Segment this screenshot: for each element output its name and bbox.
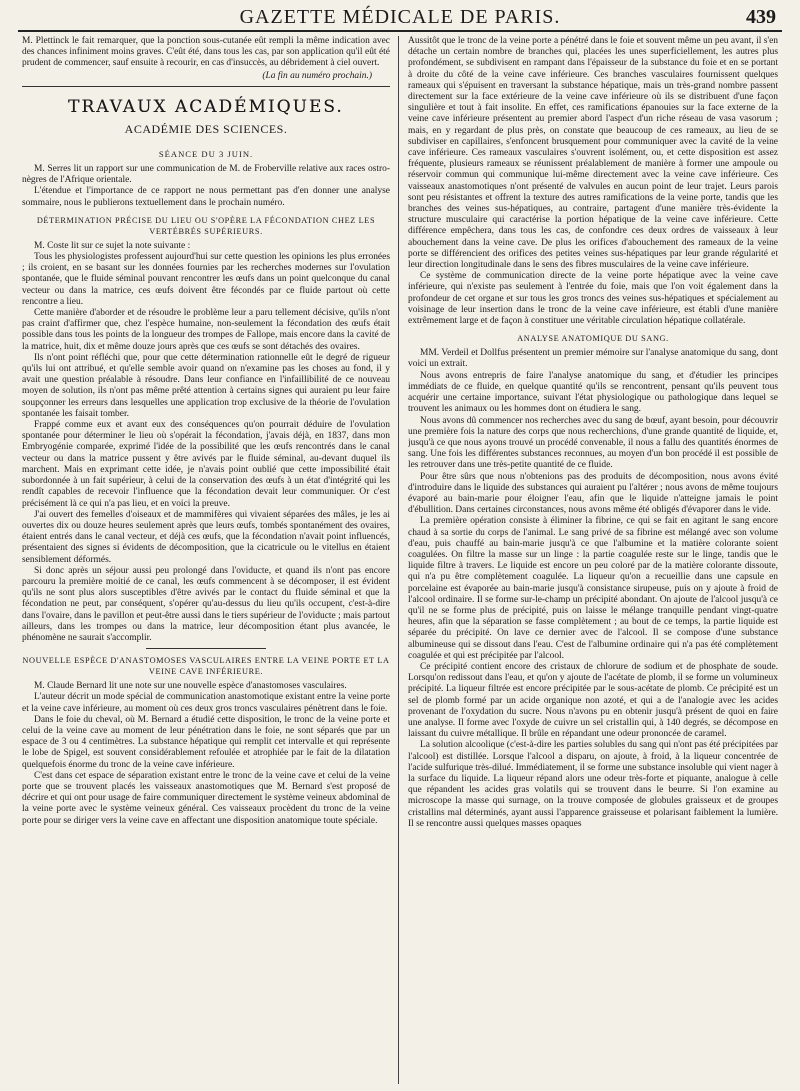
- column-divider: [398, 36, 399, 1084]
- paragraph: M. Claude Bernard lit une note sur une nouvelle espèce d'anastomoses vasculaires.: [34, 681, 347, 692]
- paragraph: M. Coste lit sur ce sujet la note suivante :: [34, 240, 191, 251]
- divider: [22, 86, 390, 87]
- left-column: [22, 36, 390, 1086]
- journal-title: GAZETTE MÉDICALE DE PARIS.: [239, 6, 561, 28]
- paragraph: L'étendue et l'importance de ce rapport ne nous permettant pas d'en donner une analyse sommaire, nous le publierons textuellement dans le prochain numéro.: [22, 186, 390, 208]
- paragraph: Ils n'ont point réfléchi que, pour que cette détermination rationnelle eût le degré de rigueur qu'ils lui ont attribué, et qu'elle semble avoir quand on n'examine pas les choses au fond, il y avait une question préalable à résoudre. Dans leur confiance en l'infaillibilité de ce nouveau moyen de solution, ils n'ont pas même prêté attention à certains signes qui auraient pu leur faire soupçonner les erreurs dans lesquelles une application trop exclusive de la théorie de l'ovulation spontanée les faisait tomber.: [22, 352, 390, 419]
- paragraph: Nous avons dû commencer nos recherches avec du sang de bœuf, ayant besoin, pour découvrir une première fois la nature des corps que nous recherchions, d'une grande quantité de liquide, et, jusqu'à ce que nous ayons trouvé un procédé convenable, il nous a fallu des quantités énormes de sang. Une fois les différentes substances reconnues, au moyen d'un bon procédé il est possible de les retrouver dans une très-petite quantité de ce fluide.: [408, 415, 778, 471]
- page-header: [18, 4, 782, 32]
- paragraph: Si donc après un séjour aussi peu prolongé dans l'oviducte, et quand ils n'ont pas encore parcouru la première moitié de ce canal, les œufs commencent à se décomposer, il est évident qu'ils ne sont plus alors susceptibles d'être avivés par le contact du fluide séminal et que la fécondation ne peut, par conséquent, s'opérer qu'au-dessus du lieu qu'ils occupent, c'est-à-dire dans l'ovaire, dans le pavillon et peut-être aussi dans le tiers supérieur de l'oviducte ; mais partout ailleurs, dans les trompes ou dans la matrice, leur décomposition étant plus avancée, le phénomène ne saurait s'accomplir.: [22, 565, 390, 643]
- paragraph: Pour être sûrs que nous n'obtenions pas des produits de décomposition, nous avons évité d'introduire dans le liquide des substances qui auraient pu l'altérer ; nous avons de même toujours évaporé au bain-marie pour éloigner l'eau, afin que le liquide n'atteigne jamais le point d'ébullition. Dans certaines circonstances, nous avons même été obligés d'évaporer dans le vide.: [408, 471, 778, 516]
- paragraph: MM. Verdeil et Dollfus présentent un premier mémoire sur l'analyse anatomique du sang, dont voici un extrait.: [408, 348, 778, 370]
- paragraph: L'auteur décrit un mode spécial de communication anastomotique existant entre la veine porte et la veine cave inférieure, au moment où ces deux gros troncs vasculaires pénètrent dans le foie.: [22, 692, 390, 714]
- section-title: TRAVAUX ACADÉMIQUES.: [68, 96, 344, 117]
- paragraph: J'ai ouvert des femelles d'oiseaux et de mammifères qui vivaient séparées des mâles, je les ai ouvertes dix ou douze heures seulement après que leurs œufs, tombés spontanément des ovaires, étaient entrés dans le canal vecteur, et déjà ces œufs, que la fécondation n'avait point influencés, présentaient des signes si évidents de décomposition, que la cicatricule ou le vitellus en étaient sensiblement déformés.: [22, 509, 390, 565]
- paragraph: Nous avons entrepris de faire l'analyse anatomique du sang, et d'étudier les principes immédiats de ce fluide, en quelque quantité qu'ils se rencontrent, pensant qu'ils peuvent tous acquérir une certaine importance, suivant l'état physiologique ou pathologique dans lequel se trouvent les animaux ou les hommes dont on étudiera le sang.: [408, 370, 778, 415]
- subsection-title: DÉTERMINATION PRÉCISE DU LIEU OU S'OPÈRE LA FÉCONDATION CHEZ LES VERTÉBRÉS SUPÉRIEURS.: [36, 215, 376, 236]
- paragraph: Ce précipité contient encore des cristaux de chlorure de sodium et de phosphate de soude. Lorsqu'on redissout dans l'eau, et qu'on y ajoute de l'acétate de plomb, il se forme un volumineux précipité. La liqueur filtrée est encore précipitée par le sous-acétate de plomb. Ce précipité est un sel de plomb formé par un acide organique non azoté, et qui a de l'analogie avec les acides provenant de l'oxydation du sucre. Nous n'avons pu en obtenir jusqu'à présent de quoi en faire une analyse. Il forme avec l'oxyde de cuivre un sel cristallin qui, à 140 degrés, se décompose en laissant du cuivre métallique. Il brûle en répandant une odeur prononcée de caramel.: [408, 661, 778, 740]
- paragraph: M. Serres lit un rapport sur une communication de M. de Froberville relative aux races ostro-nègres de l'Afrique orientale.: [22, 164, 390, 186]
- paragraph: C'est dans cet espace de séparation existant entre le tronc de la veine cave et celui de la veine porte que se trouvent placés les vaisseaux anastomotiques que M. Bernard s'est proposé de décrire et qui ont pour usage de faire communiquer directement le système veineux abdominal de la veine porte avec le système veineux général. Ces vaisseaux procèdent du tronc de la veine porte pour se diriger vers la veine cave en affectant une disposition anatomique toute spéciale.: [22, 770, 390, 826]
- subsection-title: NOUVELLE ESPÈCE D'ANASTOMOSES VASCULAIRES ENTRE LA VEINE PORTE ET LA VEINE CAVE INFÉRIEURE.: [22, 656, 390, 677]
- page-number: 439: [746, 6, 776, 28]
- paragraph: La première opération consiste à éliminer la fibrine, ce qui se fait en agitant le sang encore chaud à sa sortie du corps de l'animal. Le sang privé de sa fibrine est mélangé avec son volume d'eau, puis chauffé au bain-marie jusqu'à ce que l'albumine et la matière colorante soient coagulées. On filtre la masse sur un linge : la partie coagulée reste sur le linge, tandis que le liquide filtre à travers. Le liquide est encore un peu coloré par de la matière colorante dissoute, qui n'a pu être complètement coagulée. La liqueur qu'on a recueillie dans une capsule en porcelaine est évaporée au bain-marie jusqu'à consistance sirupeuse, puis on y ajoute à froid de l'alcool ordinaire. Il se forme sur-le-champ un précipité abondant. On ajoute de l'alcool jusqu'à ce qu'il ne se forme plus de précipité, puis on laisse le mélange tranquille pendant vingt-quatre heures, afin que la séparation se fasse complètement ; au bout de ce temps, la partie liquide est séparée du précipité. On lave ce dernier avec de l'alcool. Il se compose d'une substance albumineuse qui se dissout dans l'eau. C'est de l'albumine ordinaire qui n'a pas été complètement coagulée et qui est précipitée par l'alcool.: [408, 516, 778, 661]
- right-column: [408, 36, 778, 1086]
- paragraph: Frappé comme eux et avant eux des conséquences qu'on pourrait déduire de l'ovulation spontanée pour déterminer le lieu où s'opérait la fécondation, j'avais déjà, en 1837, dans mon Embryogénie comparée, exprimé l'idée de la possibilité que les œufs rencontrés dans le canal vecteur ou dans la matrice pussent y être avivés par le fluide séminal, au-devant duquel ils marchent. Mais en exprimant cette idée, je n'avais point oublié que cette impossibilité était subordonnée à un fait supérieur, à celui de la conservation des œufs à un état d'intégrité qui les rendît capables de recevoir l'influence que la fécondation devait leur communiquer. Or c'est précisément là ce qui n'a pas lieu, et en voici la preuve.: [22, 420, 390, 509]
- subsection-title: ANALYSE ANATOMIQUE DU SANG.: [517, 334, 669, 344]
- paragraph: Tous les physiologistes professent aujourd'hui sur cette question les opinions les plus erronées ; ils croient, en se basant sur les données fournies par les recherches modernes sur l'ovulation spontanée, que le fluide séminal pouvant rencontrer les œufs dans un point quelconque du canal vecteur ou dans la matrice, ces œufs doivent être fécondés par ce fluide partout où cette rencontre a lieu.: [22, 252, 390, 307]
- paragraph: La solution alcoolique (c'est-à-dire les parties solubles du sang qui n'ont pas été précipitées par l'alcool) est distillée. Lorsque l'alcool a disparu, on ajoute, à froid, à la liqueur concentrée de l'acide sulfurique très-dilué. Immédiatement, il se forme une substance insoluble qui vient nager à la surface du liquide. La liqueur répand alors une odeur très-forte et piquante, analogue à celle que répandent les acides gras volatils qui se trouvent dans le beurre. Si l'on examine au microscope la masse qui surnage, on la trouve composée de globules graisseux et de groupes cristallins mal déterminés, ayant aussi l'apparence graisseuse et polarisant faiblement la lumière. Il se rencontre aussi quelques masses opaques: [408, 740, 778, 829]
- paragraph: Cette manière d'aborder et de résoudre le problème leur a paru tellement décisive, qu'ils n'ont pas craint d'affirmer que, chez l'espèce humaine, non-seulement la fécondation des œufs était possible dans tous les points de la longueur des trompes de Fallope, mais encore dans la cavité de la matrice, huit, dix et même douze jours après que ces œufs se sont détachés des ovaires.: [22, 308, 390, 352]
- paragraph: M. Plettinck le fait remarquer, que la ponction sous-cutanée eût rempli la même indication avec des chances infiniment moins graves. C'eût été, dans tous les cas, par son application qu'il eût été prudent de commencer, sauf ensuite à recourir, en cas d'insuccès, au débridement à ciel ouvert.: [22, 36, 390, 69]
- academy-title: ACADÉMIE DES SCIENCES.: [124, 121, 288, 136]
- paragraph: Dans le foie du cheval, où M. Bernard a étudié cette disposition, le tronc de la veine porte et celui de la veine cave au moment de leur pénétration dans le foie, ne sont séparés que par un espace de 3 ou 4 centimètres. La substance hépatique qui remplit cet intervalle et qui représente le lobe de Spigel, est souvent considérablement refoulée et atrophiée par le fait de la dilatation quelquefois énorme du tronc de la veine cave inférieure.: [22, 714, 390, 770]
- session-heading: SÉANCE DU 3 JUIN.: [158, 148, 254, 159]
- paragraph: Ce système de communication directe de la veine porte hépatique avec la veine cave inférieure, qui n'existe pas seulement à l'entrée du foie, mais que l'on voit également dans la profondeur de cet organe et sur tous les gros troncs des veines sus-hépatiques et spécialement au voisinage de leur insertion dans le tronc de la veine cave inférieure, est établi d'une manière extrêmement large et de façon à constituer une véritable circulation hépatique collatérale.: [408, 271, 778, 327]
- divider: [146, 648, 266, 649]
- continued-note: (La fin au numéro prochain.): [262, 70, 372, 81]
- paragraph: Aussitôt que le tronc de la veine porte a pénétré dans le foie et souvent même un peu avant, il s'en détache un certain nombre de branches qui, placées les unes superficiellement, les autres plus profondément, se subdivisent en rampant dans l'épaisseur de la substance du foie et en se portant à droite du côté de la veine cave inférieure. Ces branches vasculaires fournissent quelques rameaux qui s'épuisent en traversant la substance hépatique, mais un très-grand nombre passent directement sur la face extérieure de la veine cave inférieure où ils se distribuent d'une façon singulière et tout à fait insolite. En effet, ces ramifications épanouies sur la face externe de la veine cave inférieure présentent au premier abord l'aspect d'un riche réseau de vasa vasorum ; mais, en y regardant de plus près, on constate que beaucoup de ces rameaux, au lieu de se subdiviser en capillaires, s'enfoncent brusquement pour communiquer avec la cavité de la veine cave inférieure. Ces rameaux vasculaires s'ouvrent isolément, ou, et cette disposition est assez fréquente, plusieurs rameaux se réunissent préalablement de manière à former une ampoule ou réservoir commun qui communique lui-même directement avec la veine cave inférieure. Ces vaisseaux anastomotiques n'ont présenté de valvules en aucun point de leur trajet. Leurs parois sont peu résistantes et offrent la texture des autres ramifications de la veine porte, tandis que les branches des veines sus-hépatiques, au contraire, partagent d'une manière très-évidente la structure musculaire qui caractérise la portion hépatique de la veine cave inférieure. Cette différence empêchera, dans tous les cas, de confondre ces deux ordres de vaisseaux à leur abouchement dans la veine cave. De plus les orifices d'abouchement des rameaux de la veine porte se différencient des orifices des petites veines sus-hépatiques par leur grande régularité et leur direction longitudinale dans le sens des fibres musculaires de la veine cave inférieure.: [408, 36, 778, 271]
